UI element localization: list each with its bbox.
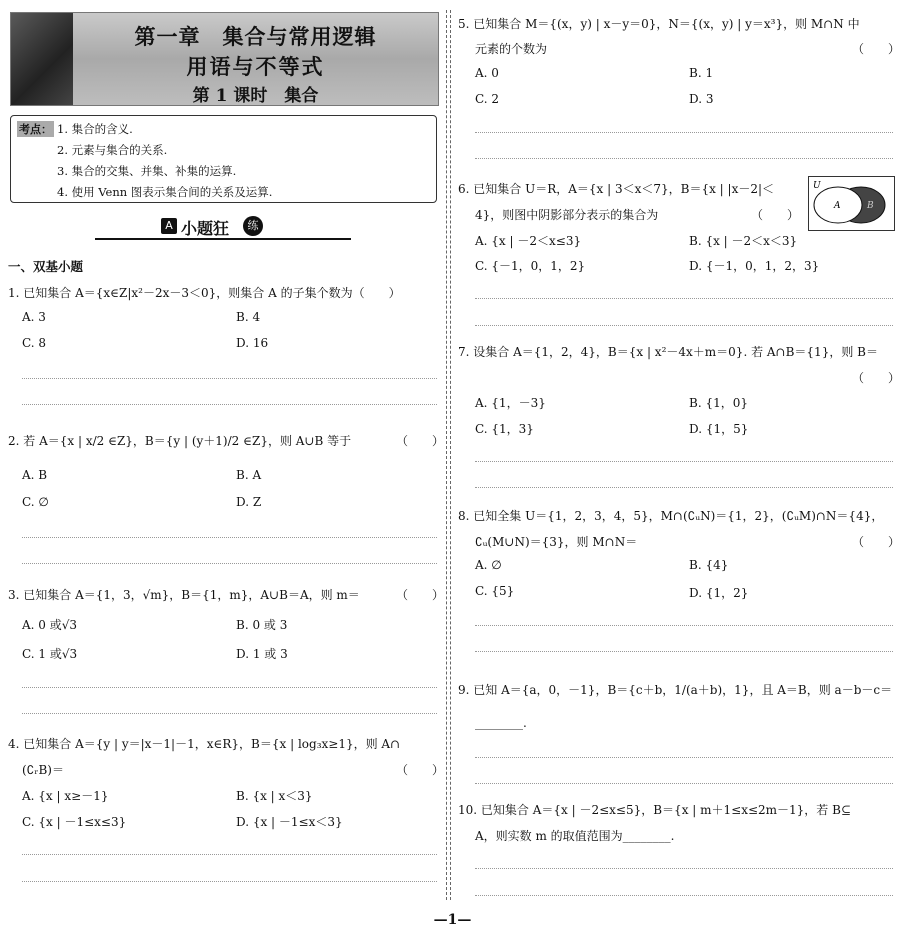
- q3-option-c: C. 1 或√3: [22, 647, 78, 661]
- q7-answer-paren: （ ）: [852, 371, 901, 385]
- key-point-item: 1. 集合的含义.: [57, 122, 133, 136]
- chapter-banner: [10, 12, 439, 106]
- q1-option-c: C. 8: [22, 336, 47, 350]
- question-4-stem-line2: (∁ᵣB)＝: [22, 763, 64, 777]
- answer-line: [475, 298, 893, 299]
- venn-diagram: [808, 176, 895, 231]
- answer-line: [475, 325, 893, 326]
- question-8-stem: 8. 已知全集 U＝{1，2，3，4，5}，M∩(∁ᵤN)＝{1，2}，(∁ᵤM)∩N＝{4}，: [458, 509, 884, 523]
- q5-option-a: A. 0: [475, 66, 499, 80]
- answer-line: [22, 881, 437, 882]
- question-5-stem: 5. 已知集合 M＝{(x，y) | x－y＝0}，N＝{(x，y) | y＝x³}，则 M∩N 中: [458, 17, 860, 31]
- answer-line: [22, 563, 437, 564]
- q6-option-a: A. {x | －2＜x≤3}: [475, 234, 582, 248]
- chapter-title: 第一章 集合与常用逻辑: [134, 24, 377, 49]
- q2-option-d: D. Z: [236, 495, 262, 509]
- q2-option-c: C. ∅: [22, 495, 49, 509]
- question-7-stem: 7. 设集合 A＝{1，2，4}，B＝{x | x²－4x＋m＝0}. 若 A∩B＝{1}，则 B＝: [458, 345, 878, 359]
- q4-option-a: A. {x | x≥－1}: [22, 789, 109, 803]
- q8-answer-paren: （ ）: [852, 535, 901, 549]
- section-header: [95, 218, 351, 240]
- q6-option-c: C. {－1，0，1，2}: [475, 259, 586, 273]
- answer-line: [22, 854, 437, 855]
- answer-line: [22, 537, 437, 538]
- section-title: 小题狂: [181, 219, 230, 238]
- question-10-stem-line2: A，则实数 m 的取值范围为________.: [475, 829, 675, 843]
- q5-option-d: D. 3: [689, 92, 714, 106]
- question-6-stem: 6. 已知集合 U＝R，A＝{x | 3＜x＜7}，B＝{x | |x－2|＜: [458, 182, 775, 196]
- question-9-stem: 9. 已知 A＝{a，0，－1}，B＝{c＋b，1/(a＋b)，1}，且 A＝B，则 a－b－c＝: [458, 683, 893, 697]
- q7-option-d: D. {1，5}: [689, 422, 749, 436]
- section-rule: [95, 238, 351, 240]
- venn-b-label: B: [867, 201, 874, 211]
- section-badge: A: [161, 218, 177, 234]
- q1-option-d: D. 16: [236, 336, 269, 350]
- column-divider: [450, 10, 451, 900]
- q2-answer-paren: （ ）: [396, 434, 445, 448]
- q4-option-d: D. {x | －1≤x＜3}: [236, 815, 343, 829]
- question-5-stem-line2: 元素的个数为: [475, 42, 548, 56]
- key-points-label: 考点：: [19, 123, 52, 136]
- answer-line: [475, 461, 893, 462]
- chapter-title-line2: 用语与不等式: [186, 54, 325, 79]
- answer-line: [475, 487, 893, 488]
- q3-option-a: A. 0 或√3: [22, 618, 78, 632]
- answer-line: [475, 757, 893, 758]
- q7-option-b: B. {1，0}: [689, 396, 748, 410]
- answer-line: [475, 868, 893, 869]
- answer-line: [475, 783, 893, 784]
- q8-option-a: A. ∅: [475, 558, 502, 572]
- answer-line: [475, 625, 893, 626]
- question-8-stem-line2: ∁ᵤ(M∪N)＝{3}，则 M∩N＝: [475, 535, 638, 549]
- q1-option-b: B. 4: [236, 310, 261, 324]
- q6-option-d: D. {－1，0，1，2，3}: [689, 259, 820, 273]
- q3-answer-paren: （ ）: [396, 588, 445, 602]
- q6-answer-paren: （ ）: [751, 208, 800, 222]
- climber-photo: [11, 13, 73, 105]
- subsection-title: 一、双基小题: [8, 259, 84, 274]
- q3-option-d: D. 1 或 3: [236, 647, 288, 661]
- answer-line: [22, 713, 437, 714]
- question-10-stem: 10. 已知集合 A＝{x | －2≤x≤5}，B＝{x | m＋1≤x≤2m－1}，若 B⊆: [458, 803, 851, 817]
- q1-option-a: A. 3: [22, 310, 46, 324]
- q8-option-b: B. {4}: [689, 558, 729, 572]
- section-circle-char: 练: [243, 216, 263, 236]
- q2-option-a: A. B: [22, 468, 48, 482]
- lesson-title: 第 1 课时 集合: [192, 86, 319, 106]
- q4-option-c: C. {x | －1≤x≤3}: [22, 815, 127, 829]
- key-point-item: 3. 集合的交集、并集、补集的运算.: [57, 164, 237, 178]
- answer-line: [22, 687, 437, 688]
- answer-line: [22, 404, 437, 405]
- answer-line: [22, 378, 437, 379]
- key-points-box: [10, 115, 437, 203]
- question-4-stem: 4. 已知集合 A＝{y | y＝|x－1|－1，x∈R}，B＝{x | log₃x≥1}，则 A∩: [8, 737, 401, 751]
- question-1-stem: 1. 已知集合 A＝{x∈Z|x²－2x－3＜0}，则集合 A 的子集个数为（ ）: [8, 286, 401, 300]
- key-point-item: 2. 元素与集合的关系.: [57, 143, 168, 157]
- q7-option-a: A. {1，－3}: [475, 396, 546, 410]
- q7-option-c: C. {1，3}: [475, 422, 534, 436]
- answer-line: [475, 895, 893, 896]
- answer-line: [475, 158, 893, 159]
- venn-a-label: A: [834, 201, 841, 211]
- q4-answer-paren: （ ）: [396, 763, 445, 777]
- q5-option-c: C. 2: [475, 92, 500, 106]
- question-9-stem-line2: ________.: [475, 716, 527, 730]
- q3-option-b: B. 0 或 3: [236, 618, 288, 632]
- answer-line: [475, 132, 893, 133]
- answer-line: [475, 651, 893, 652]
- q5-answer-paren: （ ）: [852, 42, 901, 56]
- q5-option-b: B. 1: [689, 66, 714, 80]
- column-divider: [446, 10, 447, 900]
- venn-svg: [809, 177, 894, 230]
- q4-option-b: B. {x | x＜3}: [236, 789, 313, 803]
- question-6-stem-line2: 4}，则图中阴影部分表示的集合为: [475, 208, 659, 222]
- q8-option-c: C. {5}: [475, 584, 515, 598]
- question-2-stem: 2. 若 A＝{x | x/2 ∈Z}，B＝{y | (y＋1)/2 ∈Z}，则 A∪B 等于: [8, 434, 352, 448]
- page-number: —1—: [433, 912, 472, 928]
- q8-option-d: D. {1，2}: [689, 586, 749, 600]
- q2-option-b: B. A: [236, 468, 262, 482]
- q6-option-b: B. {x | －2＜x＜3}: [689, 234, 798, 248]
- question-3-stem: 3. 已知集合 A＝{1，3，√m}，B＝{1，m}，A∪B＝A，则 m＝: [8, 588, 360, 602]
- key-point-item: 4. 使用 Venn 图表示集合间的关系及运算.: [57, 185, 273, 199]
- venn-u-label: U: [813, 181, 821, 191]
